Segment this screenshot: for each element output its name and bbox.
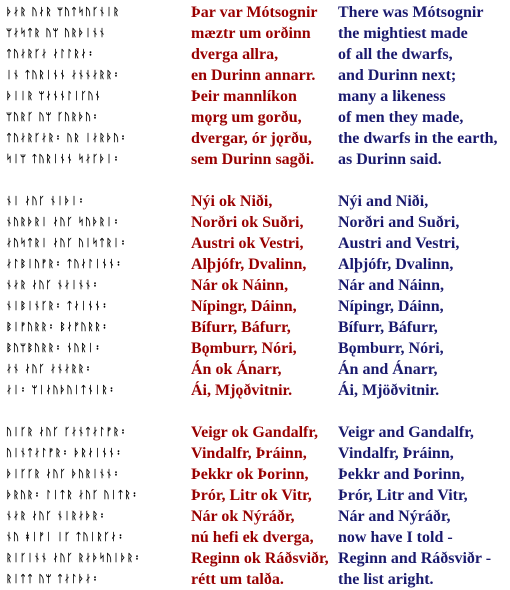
english-text: Vindalfr, Þráinn, (338, 445, 454, 462)
runic-text: ᚦᛅᚱ ᚢᛅᚱ ᛘᚢᛏᛋᚢᚴᚾᛁᚱ (6, 7, 120, 18)
poem-table (6, 2, 506, 590)
runic-text: ᚱᛁᛏᛏ ᚢᛘ ᛏᛅᛚᚦᛅ᛬ (6, 574, 99, 585)
old-norse-text: rétt um talða. (191, 571, 284, 588)
old-norse-text: Alþjófr, Dvalinn, (191, 256, 307, 273)
stanza-2 (6, 191, 506, 401)
verse-line (6, 464, 506, 485)
runic-text: ᚾᚢ ᚼᛁᚠᛁ ᛁᚴ ᛏᚢᛁᚱᚴᛅ᛬ (6, 532, 125, 543)
english-text: and Durinn next; (338, 67, 457, 84)
english-text: the mightiest made (338, 25, 468, 42)
runic-text: ᚾᛁ ᛅᚢᚴ ᚾᛁᚦᛁ᛬ (6, 196, 85, 207)
english-text: There was Mótsognir (338, 4, 484, 21)
runic-text: ᛅᛁ᛬ ᛘᛁᛅᚢᚦᚢᛁᛏᚾᛁᚱ᛬ (6, 385, 116, 396)
english-text: Norðri and Suðri, (338, 214, 460, 231)
english-text: now have I told - (338, 529, 453, 546)
runic-text: ᛘᚢᚱᚴ ᚢᛘ ᚴᚢᚱᚦᚢ᛬ (6, 112, 99, 123)
english-text: Alþjófr, Dvalinn, (338, 256, 454, 273)
verse-line (6, 65, 506, 86)
old-norse-text: Nár ok Náinn, (191, 277, 289, 294)
old-norse-text: Þekkr ok Þorinn, (191, 466, 309, 483)
verse-line (6, 254, 506, 275)
english-text: Bífurr, Báfurr, (338, 319, 438, 336)
english-text: the list aright. (338, 571, 434, 588)
verse-line (6, 86, 506, 107)
verse-line (6, 443, 506, 464)
stanza-1 (6, 2, 506, 170)
english-text: of all the dwarfs, (338, 46, 453, 63)
english-text: Þrór, Litr and Vitr, (338, 487, 468, 504)
old-norse-text: mǫrg um gorðu, (191, 109, 302, 126)
runic-text: ᛒᚢᛘᛒᚢᚱᚱ᛬ ᚾᚢᚱᛁ᛬ (6, 343, 102, 354)
verse-line (6, 128, 506, 149)
old-norse-text: sem Durinn sagði. (191, 151, 315, 168)
runic-text: ᛋᛁᛘ ᛏᚢᚱᛁᚾᚾ ᛋᛅᚴᚦᛁ᛬ (6, 154, 120, 165)
verse-line (6, 506, 506, 527)
old-norse-text: Vindalfr, Þráinn, (191, 445, 307, 462)
runic-text: ᚦᛁᚴᚴᚱ ᛅᚢᚴ ᚦᚢᚱᛁᚾᚾ᛬ (6, 469, 120, 480)
runic-text: ᛏᚢᛅᚱᚴᛅ ᛅᛚᛚᚱᛅ᛬ (6, 49, 95, 60)
runic-text: ᚢᛁᚾᛏᛅᛚᚠᚱ᛬ ᚦᚱᛅᛁᚾᚾ᛬ (6, 448, 123, 459)
verse-line (6, 527, 506, 548)
english-text: of men they made, (338, 109, 464, 126)
verse-line (6, 233, 506, 254)
english-text: Nípingr, Dáinn, (338, 298, 444, 315)
old-norse-text: Reginn ok Ráðsviðr, (191, 550, 329, 567)
english-text: Austri and Vestri, (338, 235, 460, 252)
english-text: Ái, Mjöðvitnir. (338, 382, 440, 399)
english-text: Bǫmburr, Nóri, (338, 340, 444, 357)
runic-text: ᛅᛚᛒᛁᚢᚠᚱ᛬ ᛏᚢᛅᛚᛁᚾᚾ᛬ (6, 259, 123, 270)
old-norse-text: en Durinn annarr. (191, 67, 316, 84)
old-norse-text: mæztr um orðinn (191, 25, 311, 42)
old-norse-text: Bǫmburr, Nóri, (191, 340, 297, 357)
english-text: Þekkr and Þorinn, (338, 466, 465, 483)
english-text: Reginn and Ráðsviðr - (338, 550, 492, 567)
english-text: Án and Ánarr, (338, 361, 438, 378)
old-norse-text: Þar var Mótsognir (191, 4, 318, 21)
old-norse-text: Veigr ok Gandalfr, (191, 424, 318, 441)
verse-line (6, 548, 506, 569)
runic-text: ᚾᚢᚱᚦᚱᛁ ᛅᚢᚴ ᛋᚢᚦᚱᛁ᛬ (6, 217, 120, 228)
verse-line (6, 422, 506, 443)
old-norse-text: Austri ok Vestri, (191, 235, 304, 252)
old-norse-text: dvergar, ór jǫrðu, (191, 130, 312, 147)
verse-line (6, 380, 506, 401)
old-norse-text: Nár ok Nýráðr, (191, 508, 295, 525)
english-text: as Durinn said. (338, 151, 442, 168)
runic-text: ᛅᚢᛋᛏᚱᛁ ᛅᚢᚴ ᚢᛁᛋᛏᚱᛁ᛬ (6, 238, 127, 249)
verse-line (6, 44, 506, 65)
old-norse-text: Bífurr, Báfurr, (191, 319, 291, 336)
old-norse-text: Án ok Ánarr, (191, 361, 282, 378)
verse-line (6, 107, 506, 128)
english-text: Nár and Náinn, (338, 277, 444, 294)
verse-line (6, 485, 506, 506)
verse-line (6, 569, 506, 590)
old-norse-text: Ái, Mjǫðvitnir. (191, 382, 293, 399)
runic-text: ᛏᚢᛅᚱᚴᛅᚱ᛬ ᚢᚱ ᛁᛅᚱᚦᚢ᛬ (6, 133, 127, 144)
verse-line (6, 359, 506, 380)
old-norse-text: dverga allra, (191, 46, 279, 63)
runic-text: ᚾᛅᚱ ᛅᚢᚴ ᚾᛅᛁᚾᚾ᛬ (6, 280, 99, 291)
verse-line (6, 296, 506, 317)
verse-line (6, 275, 506, 296)
verse-line (6, 149, 506, 170)
verse-line (6, 212, 506, 233)
english-text: Nár and Nýráðr, (338, 508, 451, 525)
english-text: Nýi and Niði, (338, 193, 429, 210)
runic-text: ᛅᚾ ᛅᚢᚴ ᛅᚾᛅᚱᚱ᛬ (6, 364, 92, 375)
runic-text: ᚦᚱᚢᚱ᛬ ᛚᛁᛏᚱ ᛅᚢᚴ ᚢᛁᛏᚱ᛬ (6, 490, 139, 501)
old-norse-text: Norðri ok Suðri, (191, 214, 304, 231)
old-norse-text: Nípingr, Dáinn, (191, 298, 297, 315)
verse-line (6, 2, 506, 23)
english-text: the dwarfs in the earth, (338, 130, 498, 147)
runic-text: ᛘᛅᛋᛏᚱ ᚢᛘ ᚢᚱᚦᛁᚾᚾ (6, 28, 106, 39)
runic-text: ᛁᚾ ᛏᚢᚱᛁᚾᚾ ᛅᚾᚾᛅᚱᚱ᛬ (6, 70, 120, 81)
english-text: Veigr and Gandalfr, (338, 424, 474, 441)
verse-line (6, 23, 506, 44)
old-norse-text: Þrór, Litr ok Vitr, (191, 487, 312, 504)
runic-text: ᚢᛁᚴᚱ ᛅᚢᚴ ᚴᛅᚾᛏᛅᛚᚠᚱ᛬ (6, 427, 127, 438)
verse-line (6, 338, 506, 359)
runic-text: ᚱᛁᚴᛁᚾᚾ ᛅᚢᚴ ᚱᛅᚦᛋᚢᛁᚦᚱ᛬ (6, 553, 141, 564)
runic-text: ᚦᛁᛁᚱ ᛘᛅᚾᚾᛚᛁᚴᚢᚾ (6, 91, 102, 102)
runic-text: ᚾᛁᛒᛁᚾᚴᚱ᛬ ᛏᛅᛁᚾᚾ᛬ (6, 301, 109, 312)
verse-line (6, 317, 506, 338)
old-norse-text: Nýi ok Niði, (191, 193, 273, 210)
old-norse-text: Þeir mannlíkon (191, 88, 297, 105)
runic-text: ᛒᛁᚠᚢᚱᚱ᛬ ᛒᛅᚠᚢᚱᚱ᛬ (6, 322, 109, 333)
runic-text: ᚾᛅᚱ ᛅᚢᚴ ᚾᛁᚱᛅᚦᚱ᛬ (6, 511, 106, 522)
english-text: many a likeness (338, 88, 446, 105)
verse-line (6, 191, 506, 212)
old-norse-text: nú hefi ek dverga, (191, 529, 314, 546)
